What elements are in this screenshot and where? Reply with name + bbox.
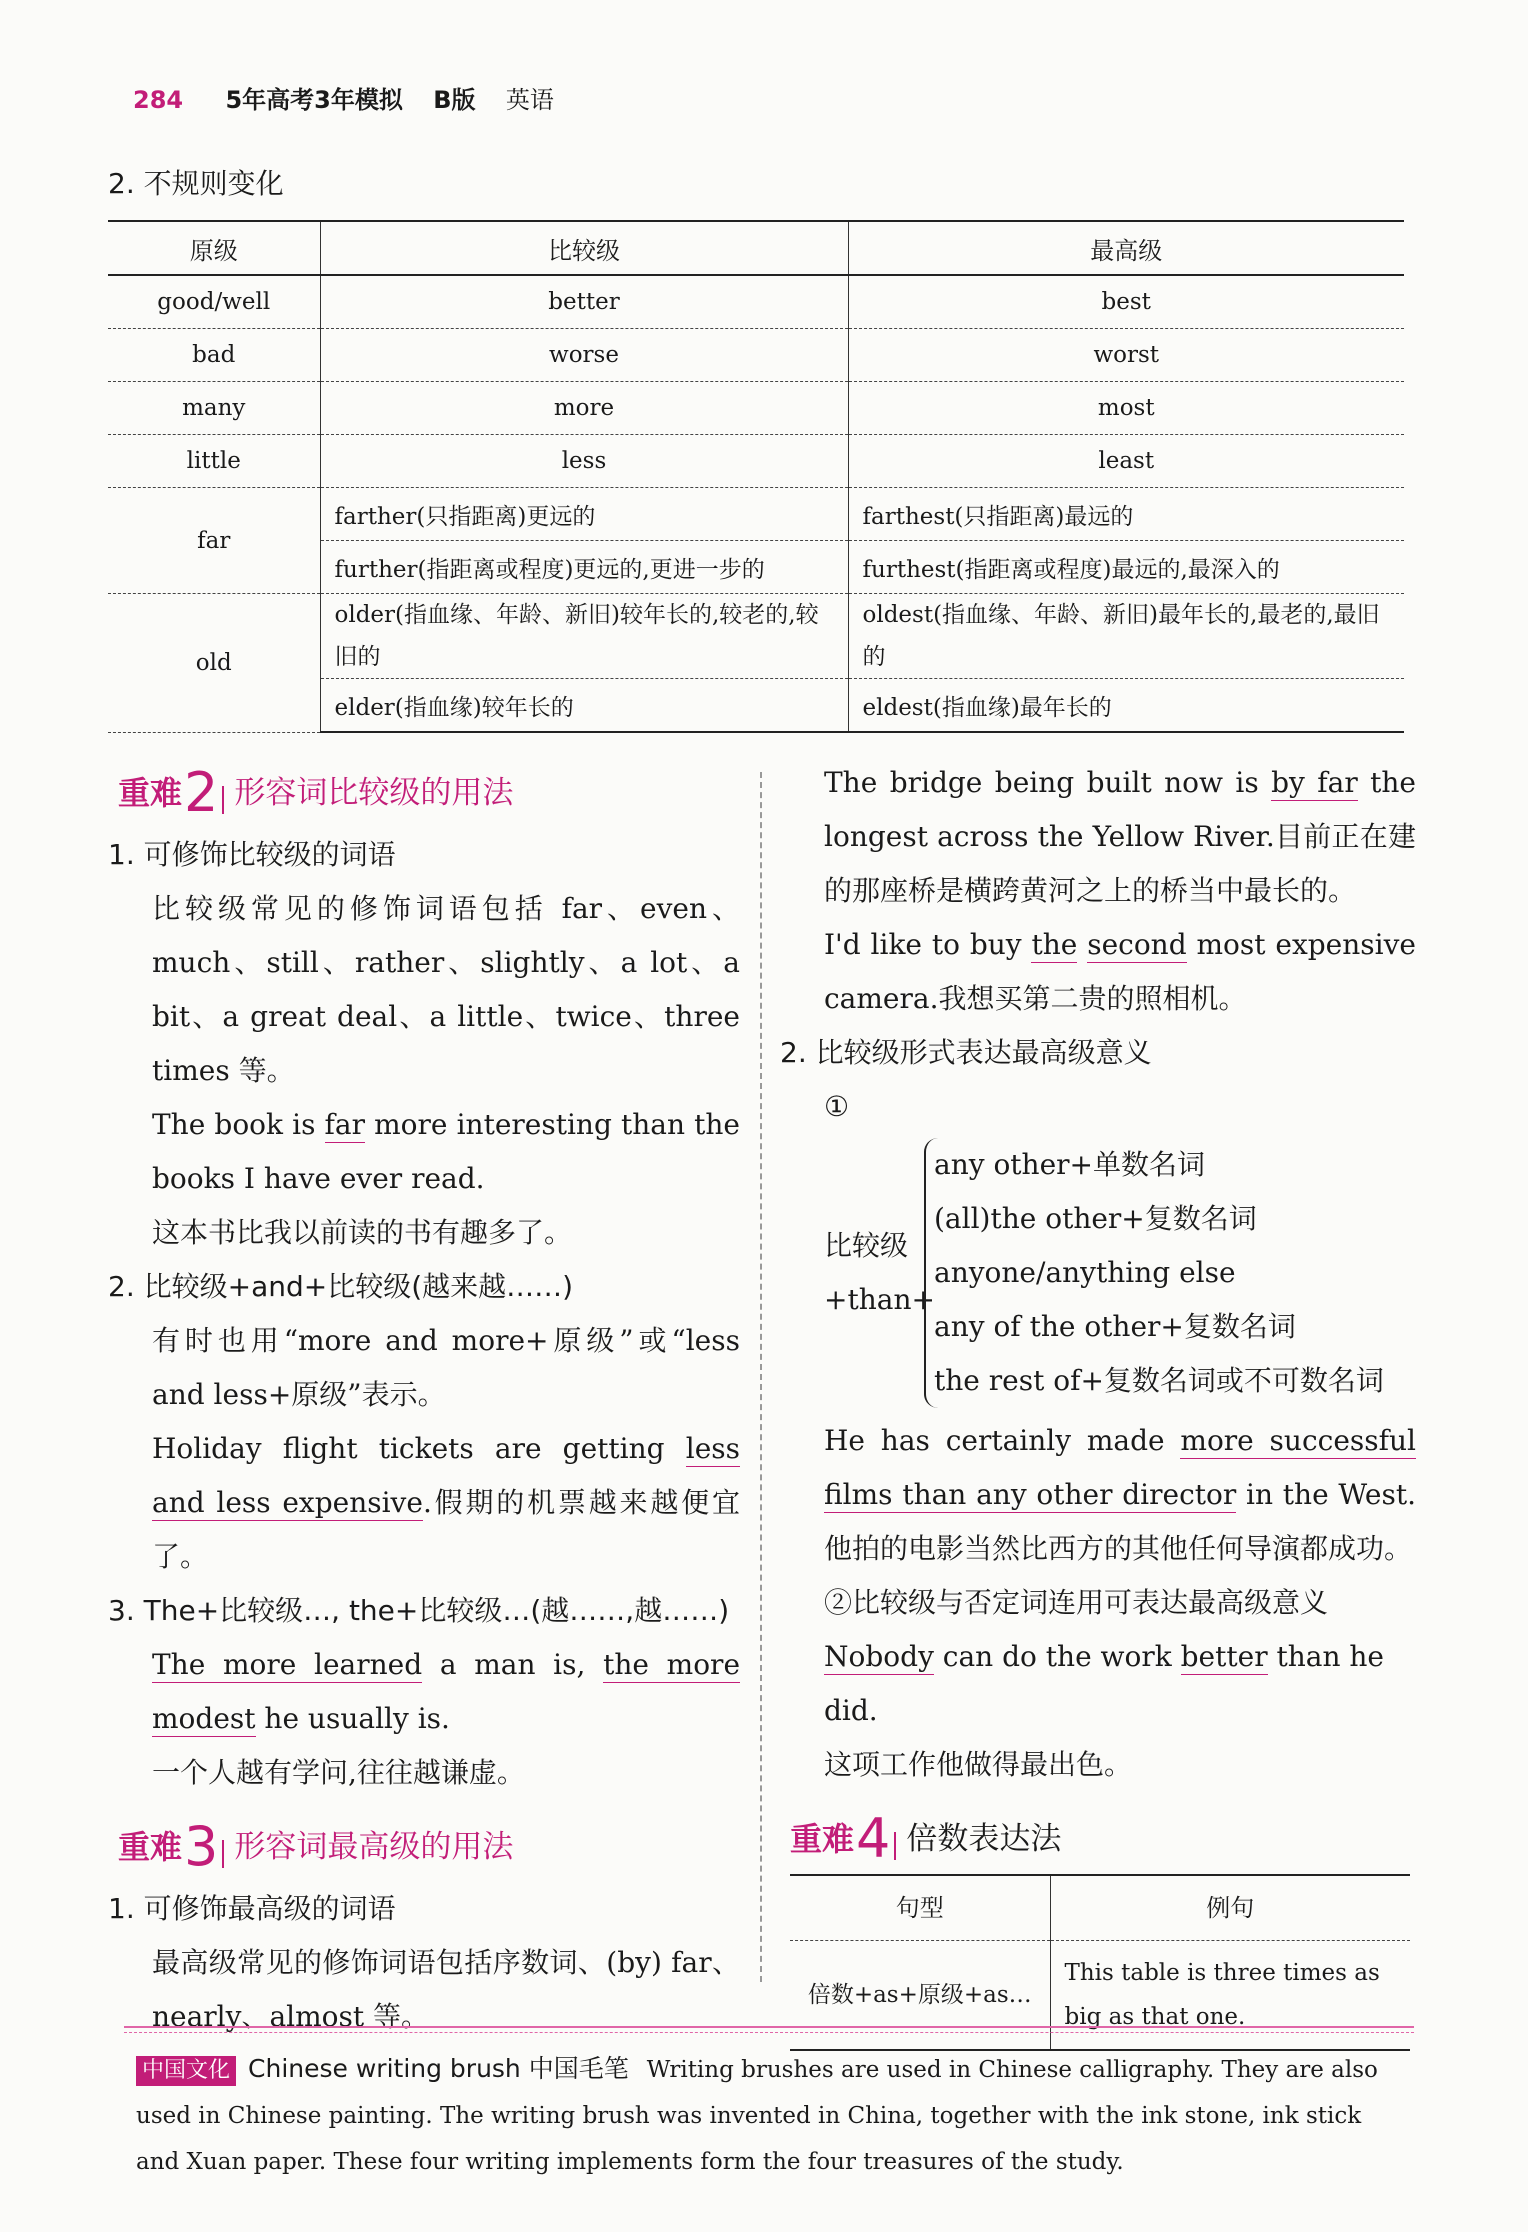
heading-number: 3 [184,1815,219,1878]
heading-number: 2 [184,761,219,824]
example-translation: 这本书比我以前读的书有趣多了。 [152,1216,573,1249]
heading-bar [894,1832,896,1860]
underlined-text: Nobody [824,1640,934,1673]
cell-base: far [108,488,320,594]
right-column [780,756,1416,2051]
cell-base: little [108,435,320,488]
multiple-expression-table [790,1874,1410,2051]
header-pattern: 句型 [790,1875,1050,1941]
item-heading: 2. 比较级+and+比较级(越来越……) [108,1270,574,1303]
cell-base: old [108,594,320,733]
culture-text: Writing brushes are used in Chinese calligraphy. They are also used in Chinese painting. The writing brush was invented in China, together with the ink stone, ink stick and Xuan paper. These four writing implements form the four treasures of the study. [136,2057,1378,2175]
header-base: 原级 [108,221,320,275]
cell-base: bad [108,329,320,382]
heading-title: 形容词最高级的用法 [234,1829,514,1865]
edition: B版 [433,86,476,114]
header-comparative: 比较级 [320,221,848,275]
underlined-text: by far [1271,766,1358,799]
text-run: He has certainly made [824,1424,1181,1457]
header-superlative: 最高级 [848,221,1404,275]
underlined-text: second [1087,928,1187,961]
brace-item: any of the other+复数名词 [934,1310,1296,1343]
paragraph: 比较级常见的修饰词语包括 far、even、much、still、rather、slightly、a lot、a bit、a great deal、a little、twice、three times 等。 [152,892,740,1087]
cell-superlative: farthest(只指距离)最远的 [848,488,1404,541]
cell-superlative: furthest(指距离或程度)最远的,最深入的 [848,541,1404,594]
brace-item: anyone/anything else [934,1256,1236,1289]
cell-superlative: worst [848,329,1404,382]
brace-item: the rest of+复数名词或不可数名词 [934,1364,1384,1397]
cell-superlative: oldest(指血缘、年龄、新旧)最年长的,最老的,最旧的 [848,594,1404,679]
section-title: 2. 不规则变化 [108,167,284,200]
cell-superlative: least [848,435,1404,488]
subject: 英语 [505,86,554,114]
example-sentence [108,1098,740,1206]
cell-comparative: older(指血缘、年龄、新旧)较年长的,较老的,较旧的 [320,594,848,679]
example-sentence [108,1638,740,1746]
cell-comparative: better [320,275,848,329]
underlined-text: far [324,1108,365,1141]
section-heading-3 [118,1815,740,1878]
table-header-row [790,1875,1410,1941]
text-run: the longest across the Yellow River.目前正在建的那座桥是横跨黄河之上的桥当中最长的。 [824,766,1416,907]
irregular-forms-table [108,220,1404,733]
text-run: can do the work [933,1640,1181,1673]
brace-label-line: +than+ [824,1283,935,1316]
section-heading-2 [118,761,740,824]
heading-bar [222,786,224,814]
culture-title: Chinese writing brush 中国毛笔 [248,2054,629,2083]
text-run: he usually is. [255,1702,450,1735]
text-run: most expensive camera.我想买第二贵的照相机。 [824,928,1416,1015]
cell-comparative: less [320,435,848,488]
paragraph: 有时也用“more and more+原级”或“less and less+原级”表示。 [152,1324,740,1411]
text-run: a man is, [422,1648,604,1681]
underlined-text: more successful films than any other director [824,1424,1416,1511]
underlined-text: the [1031,928,1078,961]
cell-superlative: best [848,275,1404,329]
text-run: I'd like to buy [824,928,1032,961]
cell-superlative: eldest(指血缘)最年长的 [848,679,1404,733]
brace-label-line: 比较级 [824,1229,909,1262]
item-heading: 1. 可修饰比较级的词语 [108,838,396,871]
brace-structure [780,1138,1416,1408]
brace-items [924,1138,1384,1408]
underlined-text: better [1180,1640,1268,1673]
table-row [790,1941,1410,2051]
cell-comparative: elder(指血缘)较年长的 [320,679,848,733]
table-row [108,594,1404,679]
left-column [108,760,740,2044]
brace-item: any other+单数名词 [934,1148,1206,1181]
example-sentence [780,756,1416,918]
table-row [108,275,1404,329]
table-row [108,488,1404,541]
footer-divider [124,2026,1414,2033]
example-translation: 这项工作他做得最出色。 [824,1748,1133,1781]
cell-comparative: worse [320,329,848,382]
heading-number: 4 [856,1807,891,1870]
text-run: The bridge being built now is [824,766,1272,799]
heading-word: 重难 [118,774,183,812]
cell-superlative: most [848,382,1404,435]
item-heading: 2. 比较级形式表达最高级意义 [780,1036,1152,1069]
item-heading: 3. The+比较级…, the+比较级…(越……,越……) [108,1594,730,1627]
table-row [108,382,1404,435]
page-number: 284 [133,86,184,114]
book-title: 5年高考3年模拟 [225,86,403,114]
text-run: than he did. [824,1640,1384,1727]
paragraph: ②比较级与否定词连用可表达最高级意义 [824,1586,1329,1619]
example-sentence [780,1414,1416,1576]
column-divider [760,772,762,1982]
brace-item: (all)the other+复数名词 [934,1202,1257,1235]
table-header-row [108,221,1404,275]
underlined-text: the more modest [152,1648,741,1735]
brace-label [824,1219,935,1327]
cell-comparative: more [320,382,848,435]
heading-word: 重难 [118,1828,183,1866]
heading-title: 形容词比较级的用法 [234,775,514,811]
example-sentence [780,1630,1416,1738]
heading-word: 重难 [790,1820,855,1858]
culture-note [136,2046,1406,2185]
circle-marker: ① [824,1090,850,1123]
heading-title: 倍数表达法 [906,1821,1062,1857]
paragraph: 最高级常见的修饰词语包括序数词、(by) far、nearly、almost 等。 [152,1946,740,2033]
section-heading-4 [790,1807,1416,1870]
text-run: The book is [152,1108,325,1141]
item-heading: 1. 可修饰最高级的词语 [108,1892,396,1925]
header-example: 例句 [1050,1875,1410,1941]
example-sentence [780,918,1416,1026]
culture-tag: 中国文化 [136,2056,236,2086]
text-run: in the West.他拍的电影当然比西方的其他任何导演都成功。 [824,1478,1416,1565]
text-run: .假期的机票越来越便宜了。 [152,1486,740,1573]
cell-comparative: farther(只指距离)更远的 [320,488,848,541]
cell-example: This table is three times as big as that one. [1050,1941,1410,2051]
page-header [133,80,554,115]
cell-base: many [108,382,320,435]
text-run: more interesting than the books I have ever read. [152,1108,740,1195]
underlined-text: The more learned [152,1648,423,1681]
cell-comparative: further(指距离或程度)更远的,更进一步的 [320,541,848,594]
table-row [108,329,1404,382]
cell-pattern: 倍数+as+原级+as… [790,1941,1050,2051]
underlined-text: less and less expensive [152,1432,740,1519]
example-sentence [108,1422,740,1584]
table-row [108,435,1404,488]
text-run: Holiday flight tickets are getting [152,1432,686,1465]
heading-bar [222,1840,224,1868]
example-translation: 一个人越有学问,往往越谦虚。 [152,1756,525,1789]
cell-base: good/well [108,275,320,329]
